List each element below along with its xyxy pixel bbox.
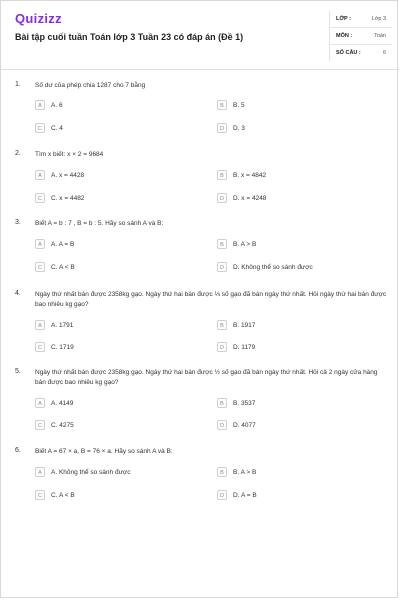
meta-label: LỚP : xyxy=(336,16,351,22)
option-text: A. 6 xyxy=(51,102,63,109)
option-b[interactable] xyxy=(217,170,387,182)
question-number: 3. xyxy=(15,219,21,226)
option-letter-box: D xyxy=(217,342,227,352)
option-letter-box: A xyxy=(35,239,45,249)
option-text: B. 3537 xyxy=(233,400,256,407)
meta-value: Lớp 3 xyxy=(371,16,386,22)
option-text: D. x = 4248 xyxy=(233,195,267,202)
option-letter-box: A xyxy=(35,398,45,408)
option-letter-box: C xyxy=(35,342,45,352)
question-text: Ngày thứ nhất bán được 2358kg gạo. Ngày thứ hai bán được ⅓ số gạo đã bán ngày thứ nhất. Hỏi ngày thứ hai bán được bao nhiêu kg gạo? xyxy=(35,291,387,308)
option-text: B. A > B xyxy=(233,241,257,248)
option-text: B. 5 xyxy=(233,102,245,109)
meta-value: 6 xyxy=(382,50,386,56)
option-letter-box: C xyxy=(35,420,45,430)
option-text: B. A > B xyxy=(233,469,257,476)
meta-row-subject xyxy=(330,28,392,45)
option-d[interactable] xyxy=(217,193,387,205)
option-text: B. x = 4842 xyxy=(233,172,267,179)
option-letter-box: D xyxy=(217,490,227,500)
option-letter-box: A xyxy=(35,467,45,477)
option-text: D. Không thể so sánh được xyxy=(233,264,313,271)
question-text: Tìm x biết: x × 2 = 9684 xyxy=(35,151,104,158)
option-text: A. x = 4428 xyxy=(51,172,85,179)
option-b[interactable] xyxy=(217,398,387,410)
option-letter-box: B xyxy=(217,170,227,180)
option-text: D. 4077 xyxy=(233,422,256,429)
option-text: D. A = B xyxy=(233,492,257,499)
option-c[interactable] xyxy=(35,420,205,432)
option-b[interactable] xyxy=(217,320,387,332)
option-a[interactable] xyxy=(35,467,205,479)
option-d[interactable] xyxy=(217,490,387,502)
option-a[interactable] xyxy=(35,398,205,410)
meta-row-count xyxy=(330,45,392,61)
option-text: A. 1791 xyxy=(51,322,74,329)
option-letter-box: B xyxy=(217,100,227,110)
option-c[interactable] xyxy=(35,193,205,205)
option-text: A. Không thể so sánh được xyxy=(51,469,131,476)
option-letter-box: A xyxy=(35,100,45,110)
option-d[interactable] xyxy=(217,123,387,135)
option-letter-box: D xyxy=(217,420,227,430)
option-d[interactable] xyxy=(217,420,387,432)
option-b[interactable] xyxy=(217,100,387,112)
option-a[interactable] xyxy=(35,170,205,182)
option-c[interactable] xyxy=(35,123,205,135)
question-text: Biết A = 67 × a, B = 76 × a. Hãy so sánh A và B: xyxy=(35,448,173,455)
option-text: C. 4275 xyxy=(51,422,74,429)
worksheet-title: Bài tập cuối tuần Toán lớp 3 Tuần 23 có đáp án (Đề 1) xyxy=(15,32,244,42)
meta-label: SỐ CÂU : xyxy=(336,50,361,56)
worksheet-header xyxy=(1,1,399,70)
option-letter-box: C xyxy=(35,123,45,133)
question-number: 5. xyxy=(15,368,21,375)
option-text: A. A = B xyxy=(51,241,75,248)
meta-value: Toán xyxy=(374,33,386,39)
option-c[interactable] xyxy=(35,262,205,274)
option-letter-box: C xyxy=(35,490,45,500)
question-number: 4. xyxy=(15,290,21,297)
option-letter-box: A xyxy=(35,320,45,330)
question-number: 1. xyxy=(15,81,21,88)
option-d[interactable] xyxy=(217,342,387,354)
meta-row-grade xyxy=(330,11,392,28)
quizizz-logo: Quizizz xyxy=(15,11,62,26)
question-text: Ngày thứ nhất bán được 2358kg gạo. Ngày thứ hai bán được ½ số gạo đã bán ngày thứ nhất. Hỏi cả 2 ngày cửa hàng bán được bao nhiêu kg gạo? xyxy=(35,369,378,386)
meta-table xyxy=(329,11,392,61)
option-a[interactable] xyxy=(35,100,205,112)
question-text: Số dư của phép chia 1287 cho 7 bằng xyxy=(35,82,146,89)
option-letter-box: C xyxy=(35,193,45,203)
option-c[interactable] xyxy=(35,490,205,502)
option-b[interactable] xyxy=(217,239,387,251)
meta-label: MÔN : xyxy=(336,33,353,39)
option-c[interactable] xyxy=(35,342,205,354)
question-number: 6. xyxy=(15,447,21,454)
option-text: B. 1917 xyxy=(233,322,256,329)
option-letter-box: D xyxy=(217,262,227,272)
question-text: Biết A = b : 7 , B = b : 5. Hãy so sánh A và B: xyxy=(35,220,164,227)
option-text: C. A < B xyxy=(51,264,75,271)
option-text: C. A < B xyxy=(51,492,75,499)
option-letter-box: B xyxy=(217,320,227,330)
question-number: 2. xyxy=(15,150,21,157)
option-letter-box: D xyxy=(217,193,227,203)
option-text: A. 4149 xyxy=(51,400,74,407)
option-text: C. x = 4482 xyxy=(51,195,85,202)
option-a[interactable] xyxy=(35,320,205,332)
option-letter-box: D xyxy=(217,123,227,133)
option-letter-box: A xyxy=(35,170,45,180)
option-text: D. 3 xyxy=(233,125,245,132)
option-b[interactable] xyxy=(217,467,387,479)
option-text: C. 4 xyxy=(51,125,63,132)
option-letter-box: C xyxy=(35,262,45,272)
option-text: D. 1179 xyxy=(233,344,256,351)
option-a[interactable] xyxy=(35,239,205,251)
option-letter-box: B xyxy=(217,398,227,408)
option-d[interactable] xyxy=(217,262,387,274)
option-letter-box: B xyxy=(217,239,227,249)
option-text: C. 1719 xyxy=(51,344,74,351)
option-letter-box: B xyxy=(217,467,227,477)
